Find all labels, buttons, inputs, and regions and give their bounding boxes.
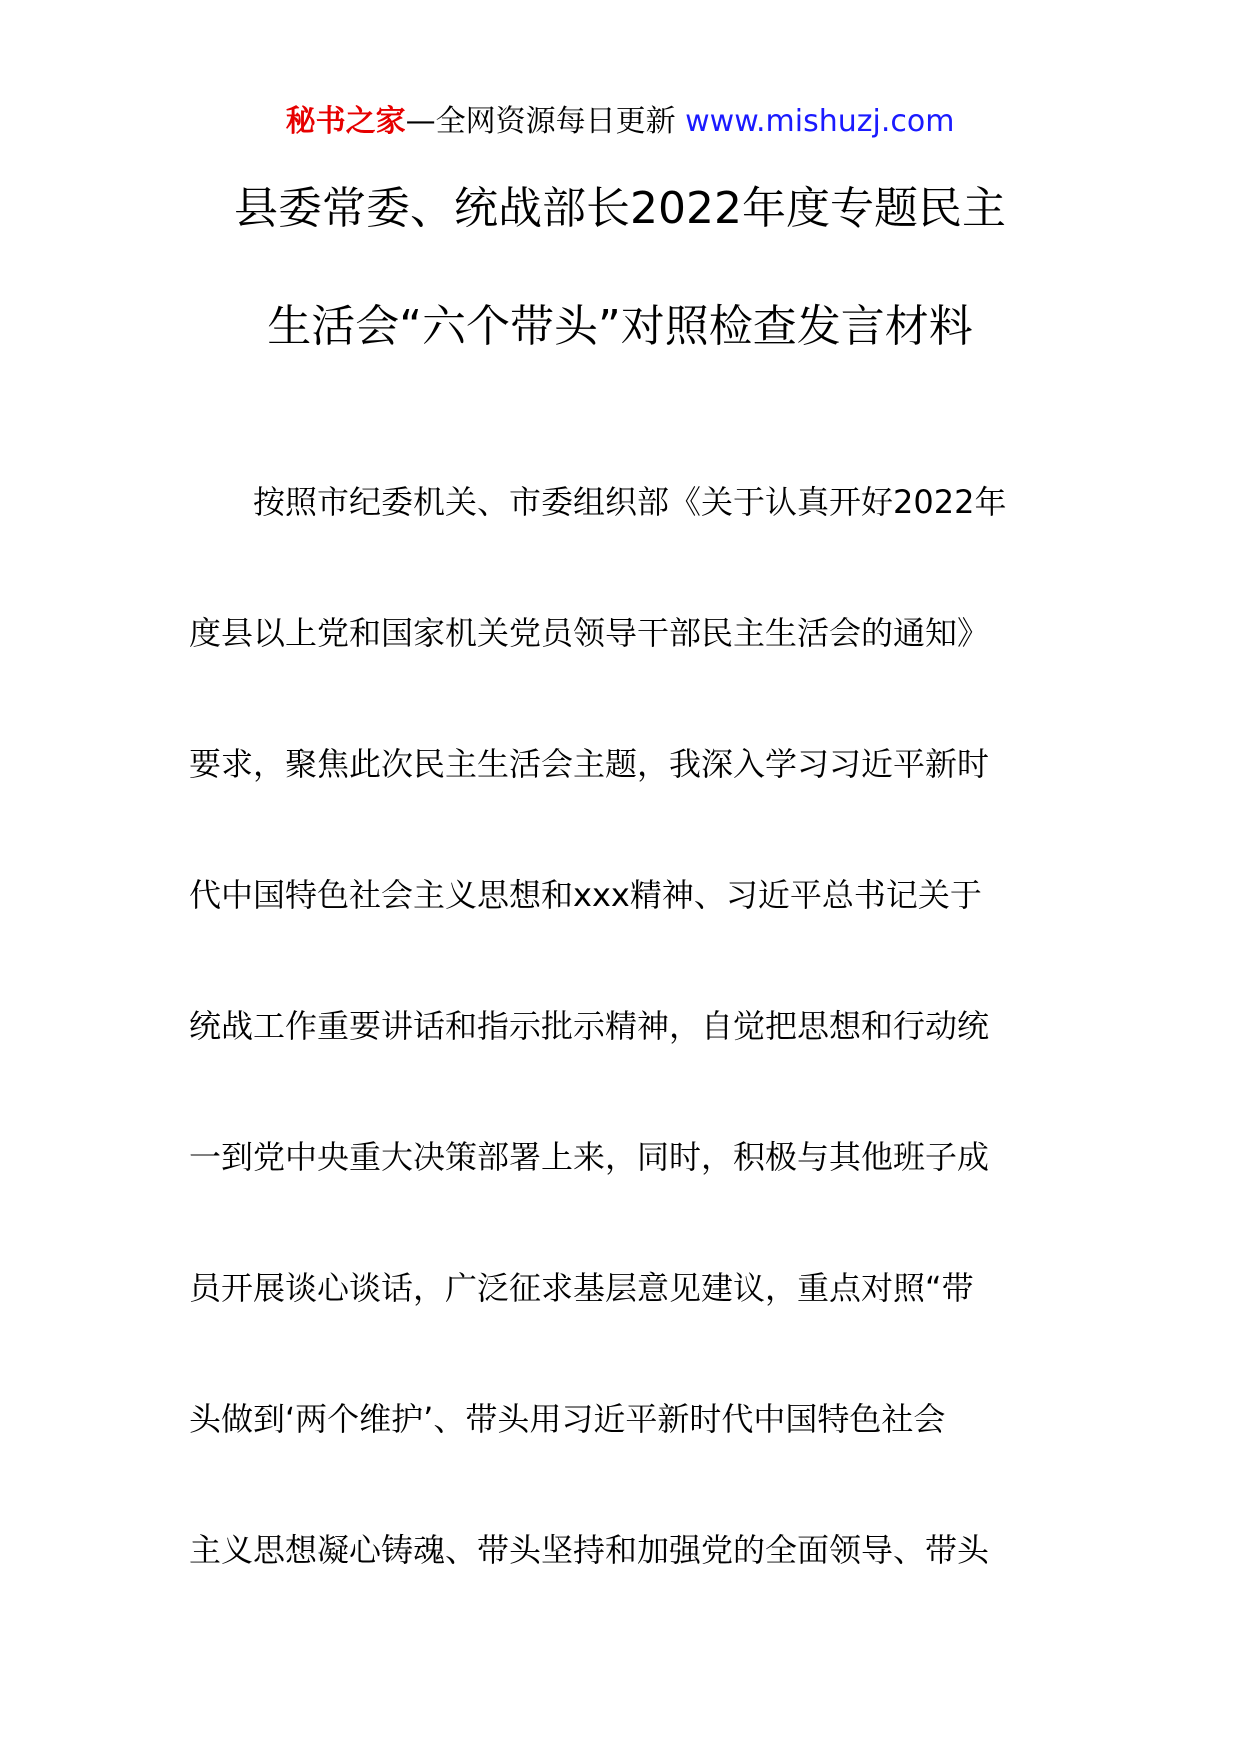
- body-line-4: 代中国特色社会主义思想和xxx精神、习近平总书记关于: [189, 876, 982, 914]
- body-line-1: 按照市纪委机关、市委组织部《关于认真开好2022年: [253, 483, 1007, 521]
- site-header: [0, 100, 1240, 144]
- body-line-6: 一到党中央重大决策部署上来，同时，积极与其他班子成: [189, 1138, 990, 1176]
- header-tagline: —全网资源每日更新: [405, 104, 686, 139]
- body-line-2: 度县以上党和国家机关党员领导干部民主生活会的通知》: [189, 614, 990, 652]
- document-title: [0, 150, 1240, 386]
- site-url-link[interactable]: www.mishuzj.com: [685, 104, 955, 139]
- title-line-1: 县委常委、统战部长2022年度专题民主: [234, 183, 1006, 234]
- brand-name: 秘书之家: [285, 104, 406, 139]
- title-line-2: 生活会“六个带头”对照检查发言材料: [267, 301, 973, 352]
- body-line-8: 头做到‘两个维护’、带头用习近平新时代中国特色社会: [189, 1400, 946, 1438]
- body-line-9: 主义思想凝心铸魂、带头坚持和加强党的全面领导、带头: [189, 1531, 990, 1569]
- document-body: [189, 437, 1069, 1616]
- body-line-3: 要求，聚焦此次民主生活会主题，我深入学习习近平新时: [189, 745, 990, 783]
- body-line-7: 员开展谈心谈话，广泛征求基层意见建议，重点对照“带: [189, 1269, 974, 1307]
- body-line-5: 统战工作重要讲话和指示批示精神，自觉把思想和行动统: [189, 1007, 990, 1045]
